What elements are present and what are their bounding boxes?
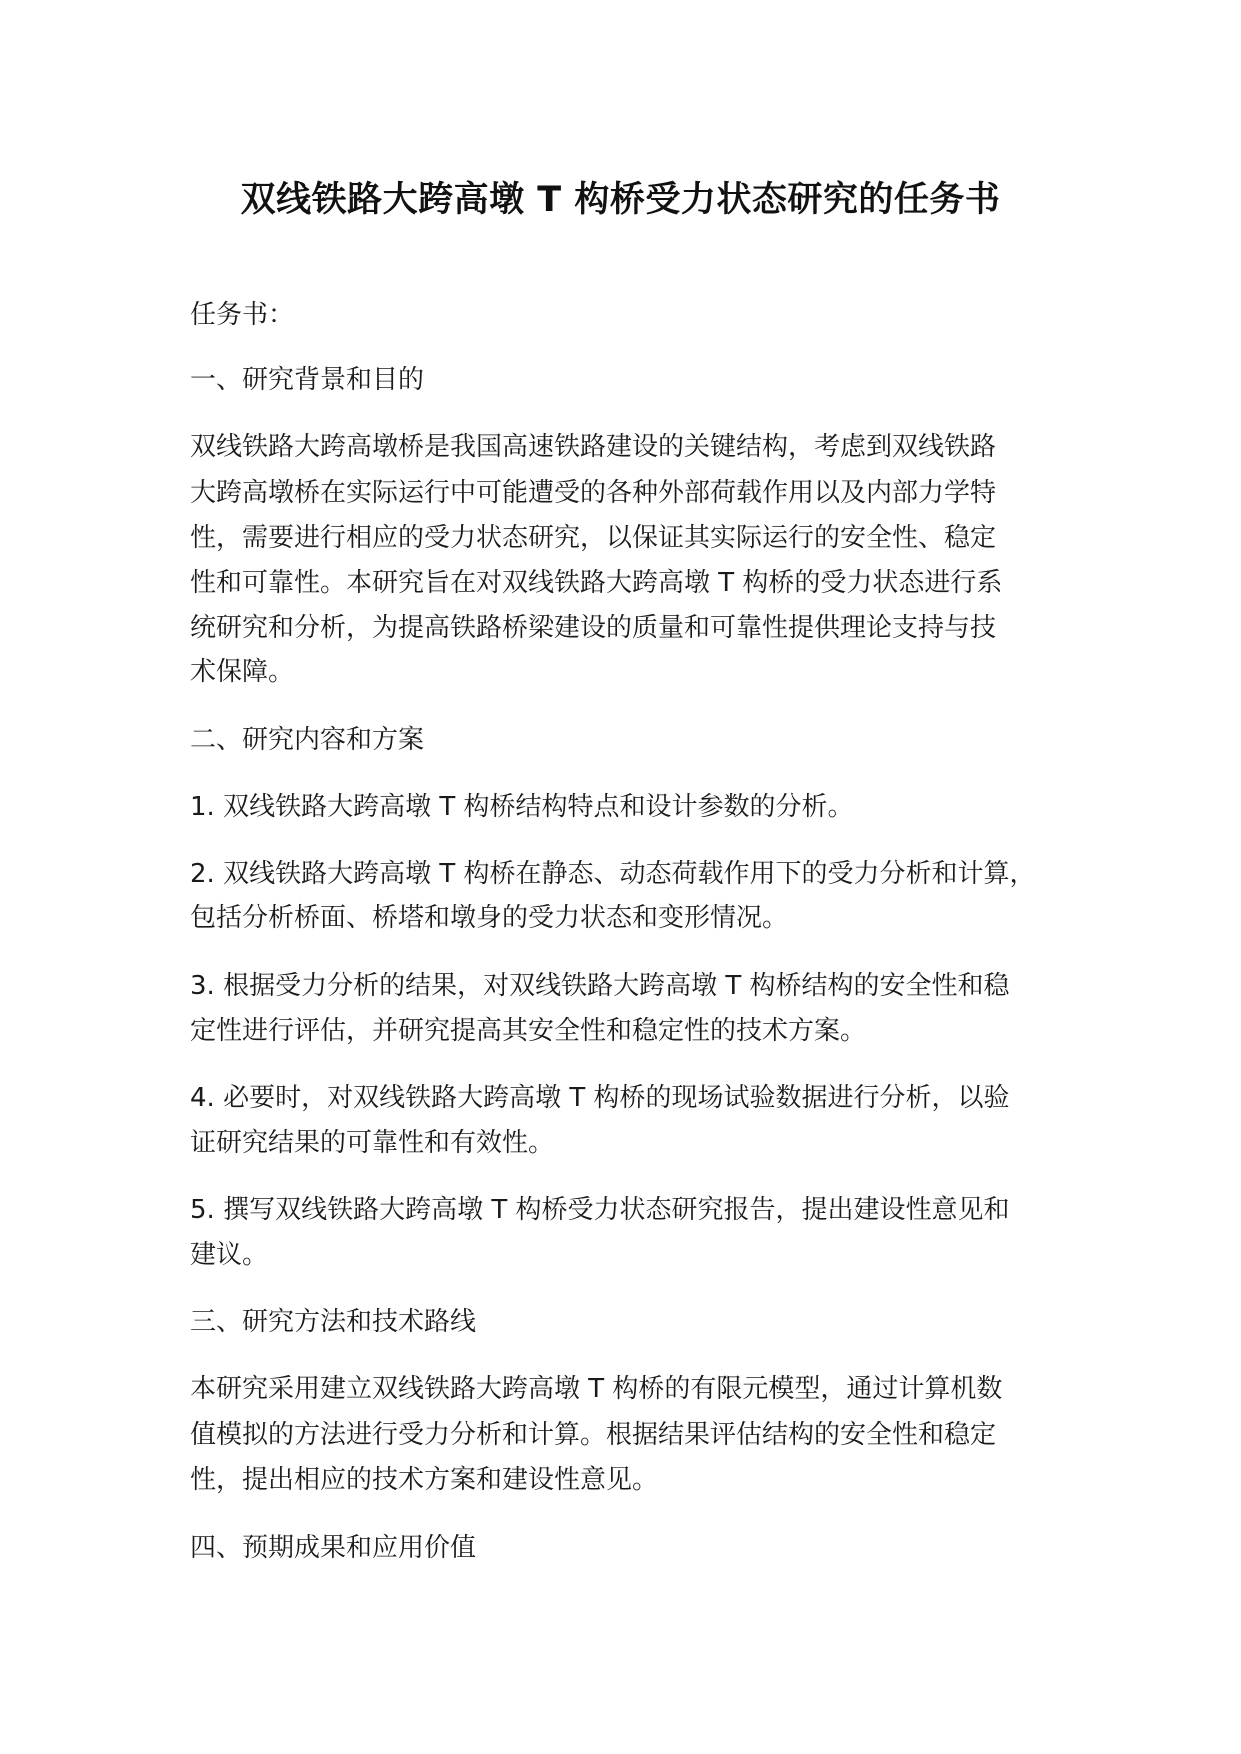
paragraph-line: 双线铁路大跨高墩桥是我国高速铁路建设的关键结构，考虑到双线铁路	[190, 432, 997, 462]
task-book-label: 任务书：	[190, 300, 295, 330]
list-item-4: 4. 必要时，对双线铁路大跨高墩 T 构桥的现场试验数据进行分析，以验	[190, 1083, 1010, 1113]
section-heading-outcomes: 四、预期成果和应用价值	[190, 1533, 477, 1563]
paragraph-line: 术保障。	[190, 657, 295, 687]
paragraph-line: 性，需要进行相应的受力状态研究，以保证其实际运行的安全性、稳定	[190, 523, 997, 553]
list-item-4-continued: 证研究结果的可靠性和有效性。	[190, 1128, 555, 1158]
section-heading-method: 三、研究方法和技术路线	[190, 1307, 477, 1337]
document-title: 双线铁路大跨高墩 T 构桥受力状态研究的任务书	[240, 180, 1001, 220]
list-item-2: 2. 双线铁路大跨高墩 T 构桥在静态、动态荷载作用下的受力分析和计算，	[190, 859, 1036, 889]
list-item-2-continued: 包括分析桥面、桥塔和墩身的受力状态和变形情况。	[190, 903, 789, 933]
list-item-3: 3. 根据受力分析的结果，对双线铁路大跨高墩 T 构桥结构的安全性和稳	[190, 971, 1010, 1001]
paragraph-line: 性，提出相应的技术方案和建设性意见。	[190, 1465, 659, 1495]
paragraph-line: 性和可靠性。本研究旨在对双线铁路大跨高墩 T 构桥的受力状态进行系	[190, 568, 1003, 598]
list-item-5: 5. 撰写双线铁路大跨高墩 T 构桥受力状态研究报告，提出建设性意见和	[190, 1195, 1010, 1225]
section-heading-content: 二、研究内容和方案	[190, 725, 425, 755]
paragraph-line: 统研究和分析，为提高铁路桥梁建设的质量和可靠性提供理论支持与技	[190, 613, 997, 643]
section-heading-background: 一、研究背景和目的	[190, 365, 425, 395]
list-item-5-continued: 建议。	[190, 1240, 269, 1270]
paragraph-line: 值模拟的方法进行受力分析和计算。根据结果评估结构的安全性和稳定	[190, 1420, 997, 1450]
paragraph-line: 大跨高墩桥在实际运行中可能遭受的各种外部荷载作用以及内部力学特	[190, 478, 997, 508]
list-item-3-continued: 定性进行评估，并研究提高其安全性和稳定性的技术方案。	[190, 1016, 867, 1046]
list-item-1: 1. 双线铁路大跨高墩 T 构桥结构特点和设计参数的分析。	[190, 792, 854, 822]
paragraph-line: 本研究采用建立双线铁路大跨高墩 T 构桥的有限元模型，通过计算机数	[190, 1374, 1003, 1404]
